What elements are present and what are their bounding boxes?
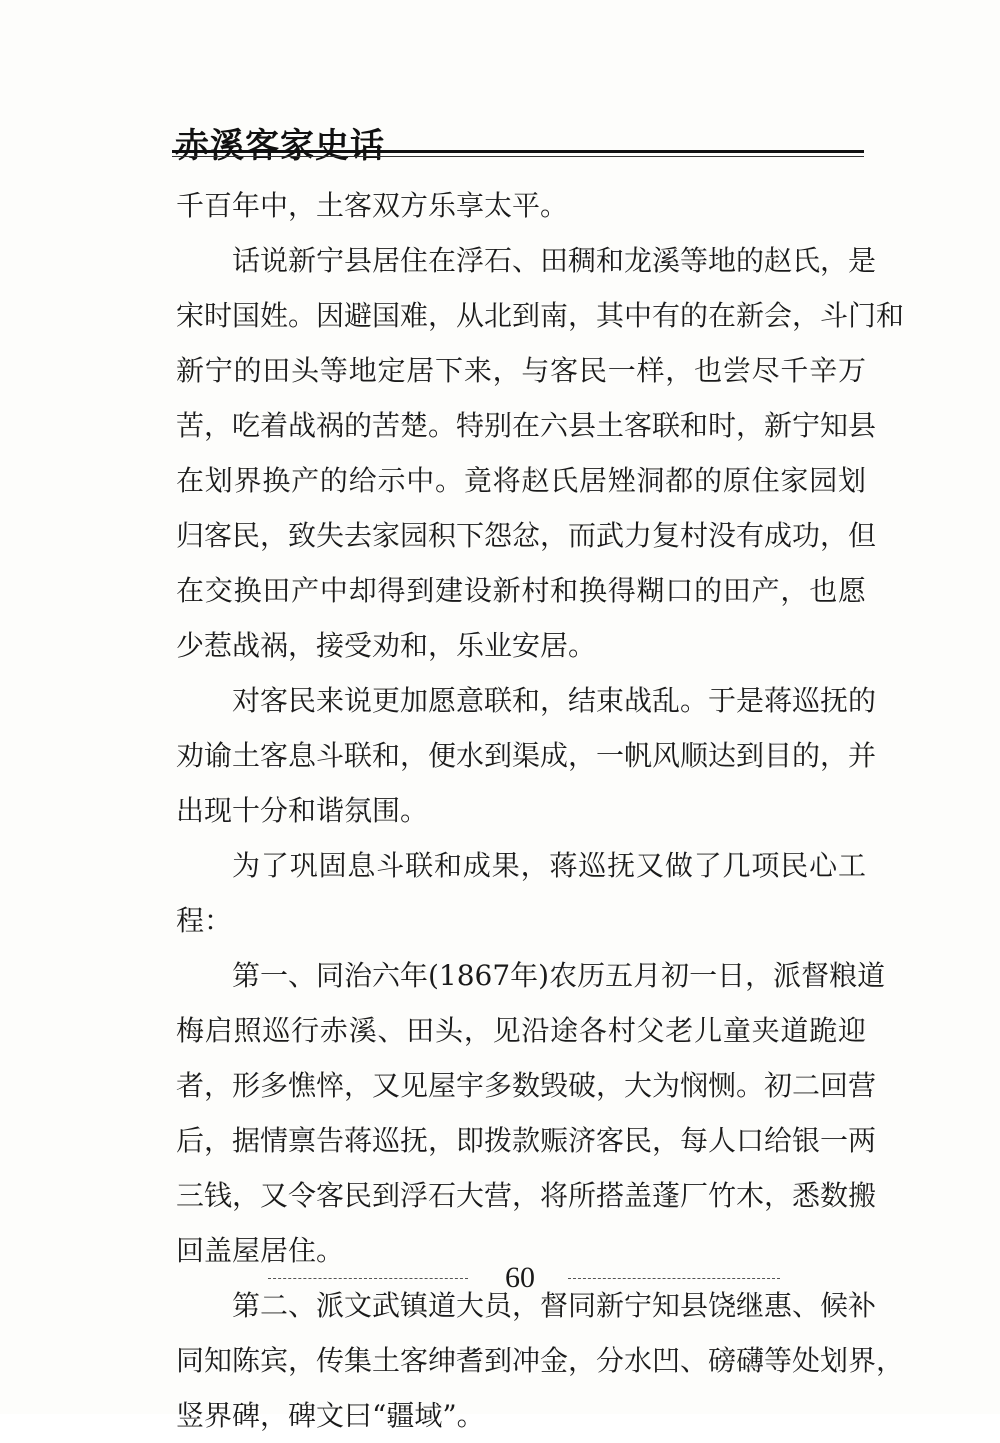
text-line: 出现十分和谐氛围。	[176, 794, 429, 827]
page-number: 60	[505, 1261, 535, 1294]
text-line: 后，据情禀告蒋巡抚，即拨款赈济客民，每人口给银一两	[176, 1124, 877, 1157]
text-line: 同知陈宾，传集土客绅耆到冲金，分水凹、磅礴等处划界，	[176, 1344, 905, 1377]
text-line: 为了巩固息斗联和成果，蒋巡抚又做了几项民心工	[232, 849, 866, 882]
body-text	[176, 178, 905, 1443]
text-line: 第一、同治六年(1867年)农历五月初一日，派督粮道	[232, 959, 886, 992]
page-footer	[0, 1258, 1000, 1298]
text-line: 竖界碑，碑文曰“疆域”。	[176, 1399, 485, 1432]
text-line: 在交换田产中却得到建设新村和换得糊口的田产，也愿	[176, 574, 866, 607]
text-line: 话说新宁县居住在浮石、田稠和龙溪等地的赵氏，是	[232, 244, 877, 277]
text-line: 千百年中，土客双方乐享太平。	[176, 189, 569, 222]
running-header-title: 赤溪客家史话	[175, 126, 385, 166]
text-line: 在划界换产的给示中。竟将赵氏居矬洞都的原住家园划	[176, 464, 866, 497]
text-line: 三钱，又令客民到浮石大营，将所搭盖蓬厂竹木，悉数搬	[176, 1179, 877, 1212]
text-line: 程：	[176, 904, 233, 937]
header-rule-thin	[172, 156, 864, 157]
text-line: 梅启照巡行赤溪、田头，见沿途各村父老儿童夹道跪迎	[176, 1014, 866, 1047]
text-line: 者，形多憔悴，又见屋宇多数毁破，大为悯恻。初二回营	[176, 1069, 877, 1102]
text-line: 对客民来说更加愿意联和，结束战乱。于是蒋巡抚的	[232, 684, 877, 717]
text-line: 归客民，致失去家园积下怨忿，而武力复村没有成功，但	[176, 519, 877, 552]
text-line: 宋时国姓。因避国难，从北到南，其中有的在新会，斗门和	[176, 299, 905, 332]
text-line: 少惹战祸，接受劝和，乐业安居。	[176, 629, 597, 662]
footer-rule-left	[268, 1278, 468, 1279]
text-line: 新宁的田头等地定居下来，与客民一样，也尝尽千辛万	[176, 354, 866, 387]
footer-rule-right	[568, 1278, 780, 1279]
text-line: 苦，吃着战祸的苦楚。特别在六县土客联和时，新宁知县	[176, 409, 877, 442]
text-line: 劝谕土客息斗联和，便水到渠成，一帆风顺达到目的，并	[176, 739, 877, 772]
text-line: 回盖屋居住。	[176, 1234, 345, 1267]
text-line: 第二、派文武镇道大员，督同新宁知县饶继惠、候补	[232, 1289, 877, 1322]
header-rule	[172, 150, 864, 153]
